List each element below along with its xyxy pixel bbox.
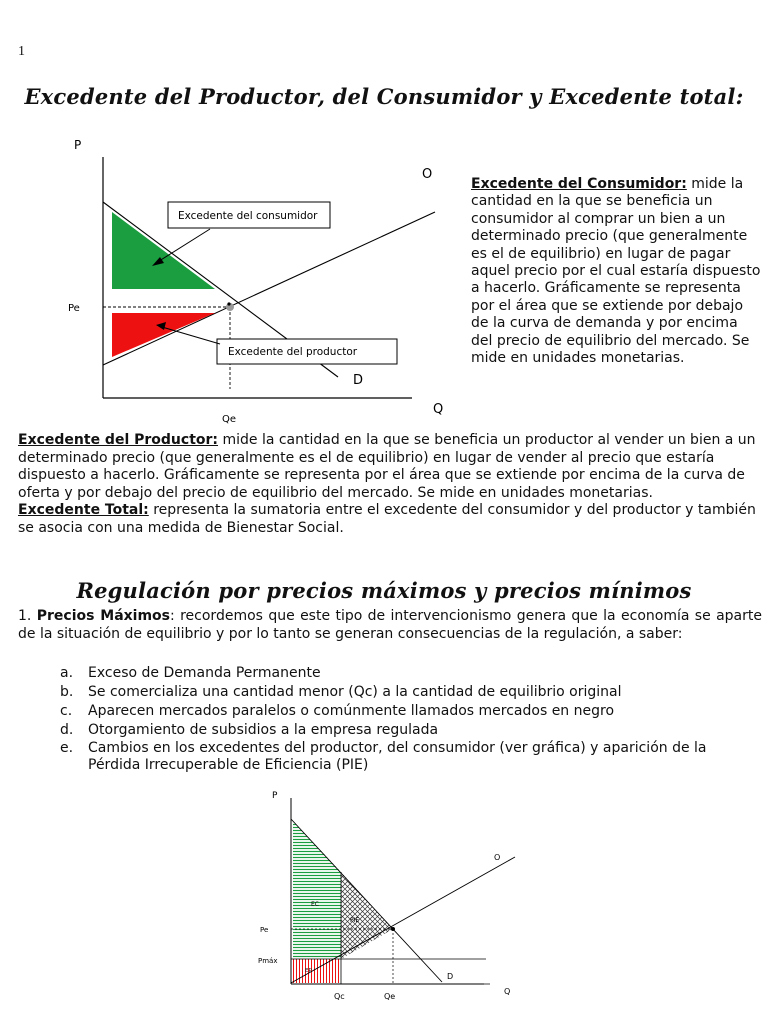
consumer-surplus-term: Excedente del Consumidor: bbox=[471, 176, 687, 192]
list-number: 1. bbox=[18, 608, 32, 624]
consumer-surplus-definition bbox=[471, 176, 761, 367]
ep-label: EP bbox=[305, 968, 312, 974]
section-title-surplus: Excedente del Productor, del Consumidor y Excedente total: bbox=[24, 84, 744, 109]
list-item-text: Cambios en los excedentes del productor, del consumidor (ver gráfica) y aparición de la Pérdida Irrecuperable de Eficiencia (PIE) bbox=[88, 740, 707, 773]
qc-label: Qc bbox=[334, 992, 345, 1001]
producer-total-definitions bbox=[18, 432, 758, 537]
total-surplus-definition bbox=[18, 502, 758, 537]
producer-surplus-definition bbox=[18, 432, 758, 502]
list-item bbox=[60, 721, 760, 740]
demand-label: D bbox=[353, 373, 364, 388]
pmax-label: Pmáx bbox=[258, 957, 278, 965]
max-price-chart bbox=[250, 784, 530, 1016]
axis-q-label: Q bbox=[433, 402, 444, 417]
qe-label: Qe bbox=[222, 414, 237, 425]
list-item-text: Se comercializa una cantidad menor (Qc) a la cantidad de equilibrio original bbox=[88, 684, 622, 700]
section-title-regulation: Regulación por precios máximos y precios mínimos bbox=[76, 578, 692, 603]
list-item-text: Aparecen mercados paralelos o comúnmente llamados mercados en negro bbox=[88, 703, 615, 719]
list-marker: a. bbox=[60, 665, 74, 681]
cs-arrow-line bbox=[156, 229, 210, 263]
cs-callout-label: Excedente del consumidor bbox=[178, 210, 318, 222]
producer-surplus-body: mide la cantidad en la que se beneficia un productor al vender un bien a un determinado precio (que generalmente es el de equilibrio) en lugar de vender al precio que estaría dispuesto a hacerlo. Gráficamente se representa por el área que se extiende por encima de la curva de oferta y por debajo del precio de equilibrio del mercado. Se mide en unidades monetarias. bbox=[18, 432, 756, 501]
producer-surplus-area bbox=[112, 313, 215, 357]
qe-label-2: Qe bbox=[384, 992, 396, 1001]
page-number: 1 bbox=[18, 44, 25, 59]
list-marker: c. bbox=[60, 703, 73, 719]
supply-label: O bbox=[422, 167, 433, 182]
axis-p-label: P bbox=[74, 138, 82, 152]
total-surplus-body: representa la sumatoria entre el excedente del consumidor y del productor y también se asocia con una medida de Bienestar Social. bbox=[18, 502, 756, 536]
pie-label: PIE bbox=[350, 917, 360, 924]
ps-arrow-line bbox=[162, 327, 220, 344]
pe-label: Pe bbox=[68, 303, 80, 314]
supply-label-2: O bbox=[494, 853, 501, 862]
list-marker: e. bbox=[60, 740, 74, 756]
consequences-list bbox=[60, 664, 760, 774]
producer-surplus-term: Excedente del Productor: bbox=[18, 432, 219, 448]
axis-q-label-2: Q bbox=[504, 987, 511, 996]
list-item bbox=[60, 702, 760, 721]
equilibrium-point-2 bbox=[391, 927, 395, 931]
consumer-surplus-body: mide la cantidad en la que se beneficia un consumidor al comprar un bien a un determinado precio (que generalmente es el de equilibrio) en lugar de pagar aquel precio por el cual estaría dispuesto a hacerlo. Gráficamente se representa por el área que se extiende por debajo de la curva de demanda y por encima del precio de equilibrio del mercado. Se mide en unidades monetarias. bbox=[471, 176, 761, 367]
ps-callout-label: Excedente del productor bbox=[228, 346, 358, 358]
max-price-item bbox=[18, 608, 762, 643]
ec-label: EC bbox=[311, 901, 319, 908]
ec-area bbox=[293, 821, 341, 959]
surplus-chart bbox=[60, 132, 460, 432]
list-item-text: Otorgamiento de subsidios a la empresa regulada bbox=[88, 722, 439, 738]
list-marker: d. bbox=[60, 722, 74, 738]
axis-p-label-2: P bbox=[272, 791, 278, 801]
max-price-term: Precios Máximos bbox=[36, 608, 171, 624]
pe-label-2: Pe bbox=[260, 926, 269, 934]
equilibrium-dot bbox=[227, 302, 230, 305]
max-price-body: : recordemos que este tipo de intervencionismo genera que la economía se aparte de la situación de equilibrio y por lo tanto se generan consecuencias de la regulación, a saber: bbox=[18, 608, 762, 642]
list-marker: b. bbox=[60, 684, 74, 700]
list-item bbox=[60, 740, 760, 774]
list-item-text: Exceso de Demanda Permanente bbox=[88, 665, 321, 681]
list-item bbox=[60, 664, 760, 683]
total-surplus-term: Excedente Total: bbox=[18, 502, 149, 518]
list-item bbox=[60, 683, 760, 702]
ep-area bbox=[293, 959, 341, 983]
demand-label-2: D bbox=[447, 972, 454, 981]
pie-area bbox=[341, 872, 393, 959]
